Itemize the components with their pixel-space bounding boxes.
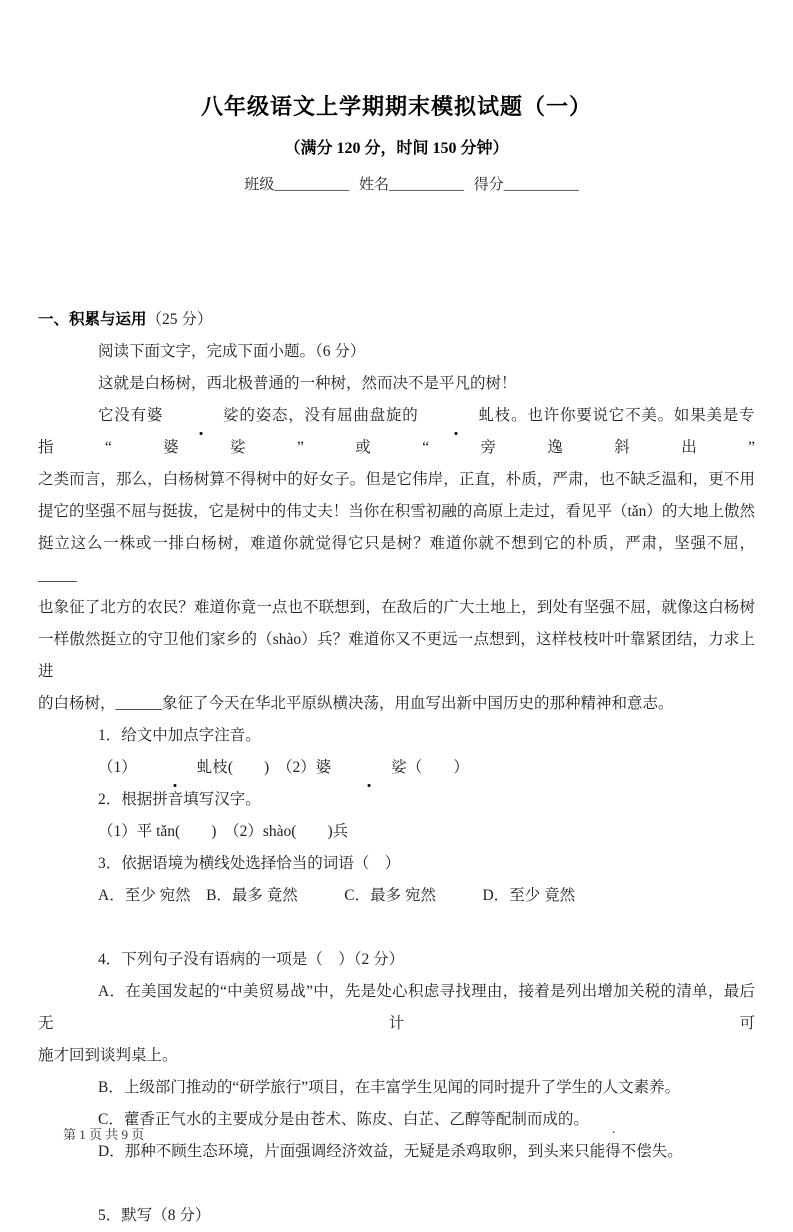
document-line: 2．根据拼音填写汉字。 xyxy=(98,791,261,808)
emphasis-dot-char: 娑 xyxy=(331,752,407,784)
document-line: 之类而言，那么，白杨树算不得树中的好女子。但是它伟岸，正直，朴质，严肃，也不缺乏温和，更不用 xyxy=(38,471,755,488)
stray-period: . xyxy=(612,1122,616,1137)
score-label: 得分 xyxy=(473,177,504,193)
document-line: B．上级部门推动的“研学旅行”项目，在丰富学生见闻的同时提升了学生的人文素养。 xyxy=(98,1079,681,1096)
score-blank: __________ xyxy=(503,177,579,193)
document-line: A．至少 宛然 B．最多 竟然 C．最多 宛然 D．至少 竟然 xyxy=(98,887,576,904)
document-line: 施才回到谈判桌上。 xyxy=(38,1047,178,1064)
emphasis-dot-char: 虬 xyxy=(137,752,213,784)
exam-document-page xyxy=(0,92,793,1224)
emphasis-dot-char: 娑 xyxy=(163,400,239,432)
page-footer: 第 1 页 共 9 页 xyxy=(63,1127,145,1142)
info-field-name xyxy=(359,174,464,196)
document-line: （1） 虬枝( ) （2）婆 娑（ ） xyxy=(38,752,755,784)
document-line: C．藿香正气水的主要成分是由苍术、陈皮、白芷、乙醇等配制而成的。 xyxy=(98,1111,589,1128)
document-line: D．那种不顾生态环境，片面强调经济效益，无疑是杀鸡取卵，到头来只能得不偿失。 xyxy=(98,1143,683,1160)
document-line: 一样傲然挺立的守卫他们家乡的（shào）兵？难道你又不更远一点想到，这样枝枝叶叶靠紧团结，力求上进 xyxy=(38,631,755,680)
document-line xyxy=(38,912,755,944)
document-line: 也象征了北方的农民？难道你竟一点也不联想到，在敌后的广大土地上，到处有坚强不屈，就像这白杨树 xyxy=(38,599,755,616)
info-field-class xyxy=(244,174,349,196)
student-info-row xyxy=(0,174,793,196)
class-label: 班级 xyxy=(244,177,275,193)
emphasis-dot-char: 虬 xyxy=(419,400,495,432)
document-line: 5．默写（8 分） xyxy=(98,1207,211,1224)
info-field-score xyxy=(474,174,579,196)
document-line xyxy=(38,1168,755,1200)
exam-subtitle: （满分 120 分，时间 150 分钟） xyxy=(284,140,509,157)
document-line: 的白杨树，______象征了今天在华北平原纵横决荡，用血写出新中国历史的那种精神和意志。 xyxy=(38,695,674,712)
page-title: 八年级语文上学期期末模拟试题（一） xyxy=(200,94,592,119)
document-line: （1）平 tǎn( ) （2）shào( )兵 xyxy=(98,823,349,840)
document-line: 一、积累与运用（25 分） xyxy=(38,311,213,328)
document-line: 4．下列句子没有语病的一项是（ ）（2 分） xyxy=(98,951,405,968)
document-line: 这就是白杨树，西北极普通的一种树，然而决不是平凡的树！ xyxy=(98,375,517,392)
document-body xyxy=(38,304,755,1232)
document-line: 提它的坚强不屈与挺拔，它是树中的伟丈夫！当你在积雪初融的高原上走过，看见平（tǎn）的大地上傲然 xyxy=(38,503,755,520)
name-blank: __________ xyxy=(389,177,464,193)
document-line: 挺立这么一株或一排白杨树，难道你就觉得它只是树？难道你就不想到它的朴质，严肃，坚强不屈，_____ xyxy=(38,535,755,584)
document-line: 1．给文中加点字注音。 xyxy=(98,727,261,744)
document-line: 阅读下面文字，完成下面小题。（6 分） xyxy=(98,343,366,360)
document-line: A．在美国发起的“中美贸易战”中，先是处心积虑寻找理由，接着是列出增加关税的清单，最后无计可 xyxy=(38,983,755,1032)
document-line: 它没有婆 娑的姿态，没有屈曲盘旋的 虬枝。也许你要说它不美。如果美是专指“婆娑”或“旁逸斜出” xyxy=(38,400,755,464)
class-blank: __________ xyxy=(274,177,350,193)
name-label: 姓名 xyxy=(358,177,389,193)
document-line: 3．依据语境为横线处选择恰当的词语（ ） xyxy=(98,855,401,872)
